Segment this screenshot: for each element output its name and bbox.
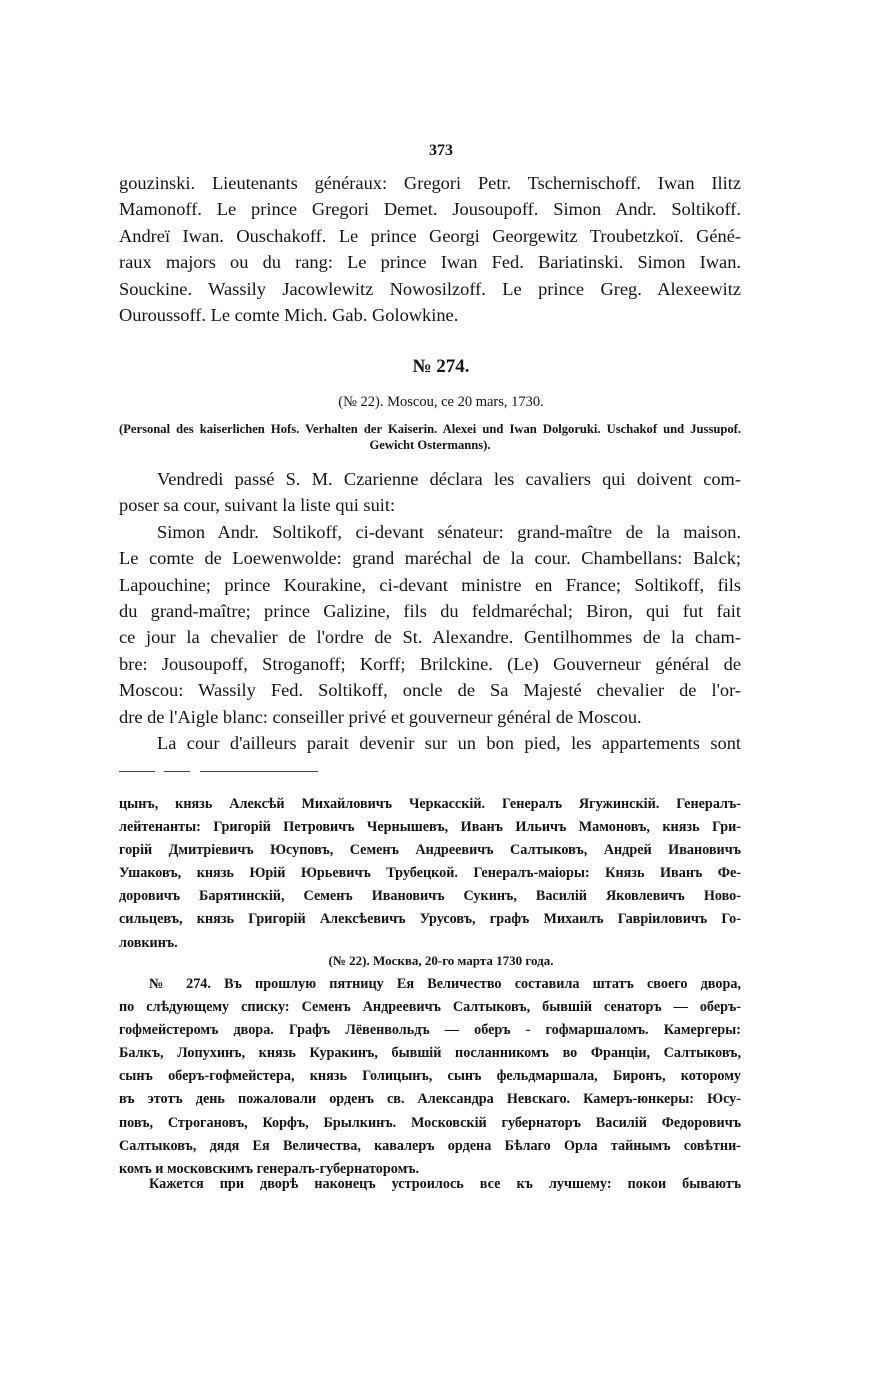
text-line: bre: Jousoupoff, Stroganoff; Korff; Brilckine. (Le) Gouverneur général de [119,653,741,674]
text-line: по слѣдующему списку: Семенъ Андреевичъ Салтыковъ, бывшій сенаторъ — оберъ- [119,999,741,1016]
text-line: Ушаковъ, князь Юрій Юрьевичъ Трубецкой. Генералъ-маіоры: Князь Иванъ Фе- [119,865,741,882]
top-paragraph [119,170,741,328]
text-line: горій Дмитріевичъ Юсуповъ, Семенъ Андреевичъ Салтыковъ, Андрей Ивановичъ [119,842,741,859]
paragraph [119,519,741,730]
text-line: Simon Andr. Soltikoff, ci-devant sénateur: grand-maître de la maison. [157,521,741,542]
paragraph [119,730,741,756]
text-line: цынъ, князь Алексѣй Михайловичъ Черкасскій. Генералъ Ягужинскій. Генералъ- [119,796,741,812]
russian-dateline: (№ 22). Москва, 20-го марта 1730 года. [328,953,554,968]
text-line: raux majors ou du rang: Le prince Iwan Fed. Bariatinski. Simon Iwan. [119,252,741,273]
russian-body [119,973,741,1181]
text-line: ловкинъ. [119,934,178,951]
source-note: (Personal des kaiserlichen Hofs. Verhalten der Kaiserin. Alexei und Iwan Dolgoruki. Uschakof und Jussupof. Gewicht Ostermanns). [119,422,741,452]
text-line: Ouroussoff. Le comte Mich. Gab. Golowkine. [119,305,459,326]
text-line: комъ и московскимъ генералъ-губернаторомъ. [119,1160,420,1177]
paragraph [119,466,741,519]
document-dateline: (№ 22). Moscou, ce 20 mars, 1730. [338,394,544,410]
text-line: gouzinski. Lieutenants généraux: Gregori Petr. Tschernischoff. Iwan Ilitz [119,173,741,193]
text-line: № 274. Въ прошлую пятницу Ея Величество составила штатъ своего двора, [149,976,741,992]
document-number-heading: № 274. [412,356,470,377]
text-line: Кажется при дворѣ наконецъ устроилось все къ лучшему: покои бываютъ [149,1176,741,1192]
footnote-rule [200,771,318,772]
text-line: Moscou: Wassily Fed. Soltikoff, oncle de Sa Majesté chevalier de l'or- [119,680,741,701]
footnote-rule [164,771,190,772]
text-line: poser sa cour, suivant la liste qui suit: [119,495,396,516]
text-line: du grand-maître; prince Galizine, fils du feldmaréchal; Biron, qui fut fait [119,601,741,622]
text-line: Салтыковъ, дядя Ея Величества, кавалеръ ордена Бѣлаго Орла тайнымъ совѣтни- [119,1137,741,1154]
text-line: гофмейстеромъ двора. Графъ Лёвенвольдъ — оберъ - гофмаршаломъ. Камергеры: [119,1022,741,1039]
text-line: dre de l'Aigle blanc: conseiller privé et gouverneur général de Moscou. [119,706,642,727]
text-line: ce jour la chevalier de l'ordre de St. Alexandre. Gentilhommes de la cham- [119,627,741,648]
text-line: въ этотъ день пожаловали орденъ св. Александра Невскаго. Камеръ-юнкеры: Юсу- [119,1091,741,1108]
text-line: Andreï Iwan. Ouschakoff. Le prince Georgi Georgewitz Troubetzkoï. Géné- [119,225,741,246]
page-number: 373 [429,142,453,159]
text-line: Mamonoff. Le prince Gregori Demet. Jousoupoff. Simon Andr. Soltikoff. [119,199,741,220]
text-line: Le comte de Loewenwolde: grand maréchal de la cour. Chambellans: Balck; [119,548,741,569]
text-line: La cour d'ailleurs parait devenir sur un bon pied, les appartements sont [157,733,741,754]
text-line: сынъ оберъ-гофмейстера, князь Голицынъ, сынъ фельдмаршала, Биронъ, которому [119,1068,741,1085]
french-body [119,466,741,756]
text-line: Балкъ, Лопухинъ, князь Куракинъ, бывшій посланникомъ во Франціи, Салтыковъ, [119,1045,741,1062]
text-line: повъ, Строгановъ, Корфъ, Брылкинъ. Московскій губернаторъ Василій Федоровичъ [119,1114,741,1131]
russian-last-line-block [119,1173,741,1196]
text-line: Souckine. Wassily Jacowlewitz Nowosilzoff. Le prince Greg. Alexeewitz [119,278,741,299]
footnote-rule [119,771,155,772]
text-line: доровичъ Барятинскій, Семенъ Ивановичъ Сукинъ, Василій Яковлевичъ Ново- [119,888,741,905]
text-line: Vendredi passé S. M. Czarienne déclara les cavaliers qui doivent com- [157,469,741,489]
text-line: лейтенанты: Григорій Петровичъ Чернышевъ, Иванъ Ильичъ Мамоновъ, князь Гри- [119,819,741,836]
russian-top-paragraph [119,793,741,955]
text-line: Lapouchine; prince Kourakine, ci-devant ministre en France; Soltikoff, fils [119,574,741,595]
text-line: сильцевъ, князь Григорій Алексѣевичъ Урусовъ, графъ Михаилъ Гавріиловичъ Го- [119,911,741,928]
